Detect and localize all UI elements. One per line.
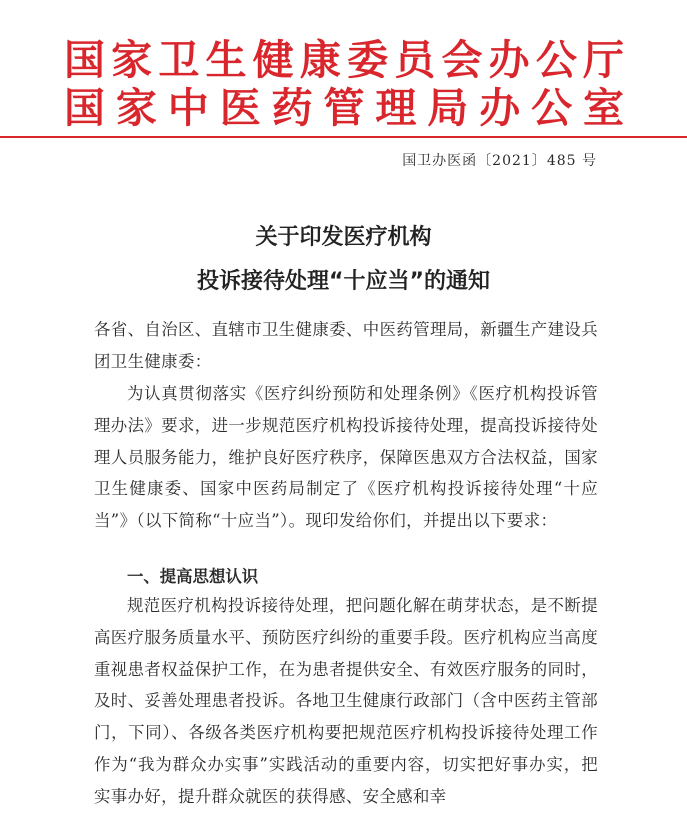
section-heading-1: 一、提高思想认识 xyxy=(127,567,259,586)
body-paragraph-intro: 为认真贯彻落实《医疗纠纷预防和处理条例》《医疗机构投诉管理办法》要求，进一步规范医疗机构投诉接待处理，提高投诉接待处理人员服务能力，维护良好医疗秩序，保障医患双方合法权益，国家卫生健康委、国家中医药局制定了《医疗机构投诉接待处理“十应当”》（以下简称“十应当”）。现印发给你们，并提出以下要求： xyxy=(94,384,598,531)
document-number: 国卫办医函〔2021〕485 号 xyxy=(402,153,597,169)
issuer-line-2: 国家中医药管理局办公室 xyxy=(64,84,624,132)
issuer-line-1: 国家卫生健康委员会办公厅 xyxy=(64,36,624,84)
salutation: 各省、自治区、直辖市卫生健康委、中医药管理局，新疆生产建设兵团卫生健康委： xyxy=(94,320,598,371)
document-title-line-1: 关于印发医疗机构 xyxy=(255,225,432,250)
document-title-line-2: 投诉接待处理“十应当”的通知 xyxy=(197,269,490,294)
red-header-rule xyxy=(0,136,687,138)
body-paragraph-section-1: 规范医疗机构投诉接待处理，把问题化解在萌芽状态，是不断提高医疗服务质量水平、预防医疗纠纷的重要手段。医疗机构应当高度重视患者权益保护工作，在为患者提供安全、有效医疗服务的同时，及时、妥善处理患者投诉。各地卫生健康行政部门（含中医药主管部门，下同）、各级各类医疗机构要把规范医疗机构投诉接待处理工作作为“我为群众办实事”实践活动的重要内容，切实把好事办实，把实事办好，提升群众就医的获得感、安全感和幸 xyxy=(94,596,598,806)
